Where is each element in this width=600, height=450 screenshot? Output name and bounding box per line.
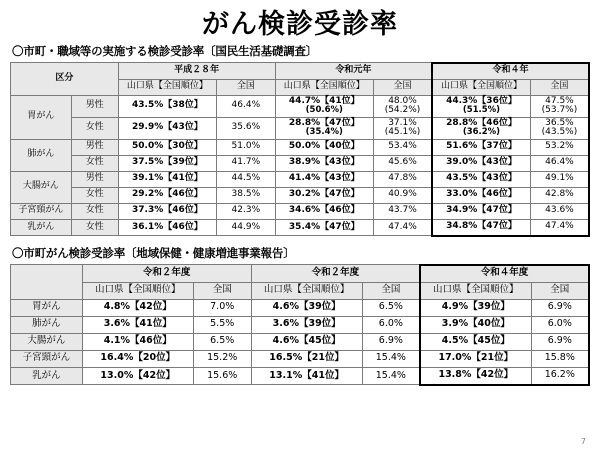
row-sex: 女性 — [71, 117, 118, 139]
cell-national-y2: 6.5% — [362, 299, 420, 316]
table-row — [11, 316, 590, 333]
row-cancer-cervical: 子宮頸がん — [11, 203, 72, 219]
cell-pref-y1: 50.0%【30位】 — [118, 139, 216, 155]
subheader-pref-2: 山口県【全国順位】 — [275, 79, 373, 95]
cell-pref-y3: 39.0%【43位】 — [432, 155, 530, 171]
cell-pref-y3: 43.5%【43位】 — [432, 171, 530, 187]
cell-pref-y2: 34.6%【46位】 — [275, 203, 373, 219]
cell-pref-y1: 37.3%【46位】 — [118, 203, 216, 219]
table-row — [11, 333, 590, 350]
cell-pref-y1: 39.1%【41位】 — [118, 171, 216, 187]
header-category: 区分 — [11, 63, 119, 96]
cell-national-y2 — [373, 117, 432, 139]
row-cancer-lung: 肺がん — [11, 316, 83, 333]
row-sex: 男性 — [71, 139, 118, 155]
subheader-pref-3: 山口県【全国順位】 — [432, 79, 530, 95]
cell-pref-y3: 4.5%【45位】 — [420, 333, 531, 350]
table-row — [11, 350, 590, 367]
row-sex: 女性 — [71, 187, 118, 203]
header-year-2: 令和元年 — [275, 63, 432, 80]
cell-pref-y3: 4.9%【39位】 — [420, 299, 531, 316]
cell-national-y1: 41.7% — [217, 155, 276, 171]
row-cancer-cervical: 子宮頸がん — [11, 350, 83, 367]
table-row — [11, 299, 590, 316]
cell-pref-y2: 30.2%【47位】 — [275, 187, 373, 203]
cell-national-y3: 49.1% — [530, 171, 589, 187]
subheader-pref-2: 山口県【全国順位】 — [251, 282, 362, 299]
cell-pref-y2: 50.0%【40位】 — [275, 139, 373, 155]
subheader-national-1: 全国 — [193, 282, 251, 299]
header-year-3: 令和４年 — [432, 63, 589, 80]
cell-national-y2-main: 48.0% — [388, 95, 417, 106]
cell-pref-y1: 13.0%【42位】 — [82, 367, 193, 385]
header-year-3: 令和４年度 — [420, 265, 589, 283]
cell-national-y1: 7.0% — [193, 299, 251, 316]
cell-pref-y3-main: 44.3%【36位】 — [446, 96, 517, 106]
section1-heading: 〇市町・職域等の実施する検診受診率〔国民生活基礎調査〕 — [12, 43, 318, 58]
section2-heading: 〇市町がん検診受診率〔地域保健・健康増進事業報告〕 — [12, 245, 295, 260]
cell-national-y3-sub: (43.5%) — [541, 127, 578, 138]
cell-national-y2: 15.4% — [362, 350, 420, 367]
cell-national-y3: 43.6% — [530, 203, 589, 219]
cell-pref-y3: 51.6%【37位】 — [432, 139, 530, 155]
cell-pref-y3 — [432, 95, 530, 117]
cell-pref-y1: 29.2%【46位】 — [118, 187, 216, 203]
cell-pref-y3: 33.0%【46位】 — [432, 187, 530, 203]
cell-national-y3-main: 47.5% — [545, 95, 574, 106]
cell-pref-y2 — [275, 95, 373, 117]
cell-pref-y3: 3.9%【40位】 — [420, 316, 531, 333]
cell-pref-y2: 35.4%【47位】 — [275, 219, 373, 236]
cell-pref-y3-sub: (51.5%) — [462, 105, 501, 116]
table-row — [11, 155, 590, 171]
cell-national-y3: 46.4% — [530, 155, 589, 171]
subheader-national-2: 全国 — [373, 79, 432, 95]
cell-national-y2: 6.9% — [362, 333, 420, 350]
cell-national-y3 — [530, 95, 589, 117]
cell-national-y2: 15.4% — [362, 367, 420, 385]
cell-national-y1: 51.0% — [217, 139, 276, 155]
header-year-1: 令和２年度 — [82, 265, 251, 283]
cell-national-y3: 15.8% — [531, 350, 589, 367]
row-sex: 男性 — [71, 171, 118, 187]
cell-pref-y2-main: 44.7%【41位】 — [288, 96, 360, 106]
screening-rate-table-national-survey — [10, 62, 590, 237]
cell-national-y3: 16.2% — [531, 367, 589, 385]
cell-national-y1: 35.6% — [217, 117, 276, 139]
row-sex: 男性 — [71, 95, 118, 117]
cell-national-y2-sub: (45.1%) — [384, 127, 421, 138]
cell-pref-y2: 4.6%【45位】 — [251, 333, 362, 350]
cell-national-y1: 44.9% — [217, 219, 276, 236]
page-title: がん検診受診率 — [202, 9, 398, 40]
cell-national-y2: 47.4% — [373, 219, 432, 236]
cell-pref-y2: 3.6%【39位】 — [251, 316, 362, 333]
table-row — [11, 367, 590, 385]
cell-pref-y2: 13.1%【41位】 — [251, 367, 362, 385]
cell-pref-y3-main: 28.8%【46位】 — [446, 118, 517, 128]
table-row — [11, 139, 590, 155]
cell-national-y1: 44.5% — [217, 171, 276, 187]
row-sex: 女性 — [71, 219, 118, 236]
row-cancer-lung: 肺がん — [11, 139, 72, 171]
header-year-1: 平成２８年 — [118, 63, 275, 80]
cell-pref-y3-sub: (36.2%) — [462, 127, 501, 138]
cell-pref-y1: 4.1%【46位】 — [82, 333, 193, 350]
cell-pref-y2-sub: (50.6%) — [305, 105, 343, 116]
cell-national-y2-main: 37.1% — [388, 117, 417, 128]
row-cancer-breast: 乳がん — [11, 367, 83, 385]
cell-national-y1: 46.4% — [217, 95, 276, 117]
table-subheader-row — [11, 282, 590, 299]
page-number: 7 — [580, 437, 586, 446]
cell-pref-y1: 3.6%【41位】 — [82, 316, 193, 333]
subheader-national-3: 全国 — [531, 282, 589, 299]
table-row — [11, 203, 590, 219]
header-blank — [11, 265, 83, 300]
cell-pref-y3: 17.0%【21位】 — [420, 350, 531, 367]
table-row — [11, 219, 590, 236]
cell-national-y3: 6.9% — [531, 333, 589, 350]
cell-national-y2: 47.8% — [373, 171, 432, 187]
row-sex: 女性 — [71, 203, 118, 219]
row-cancer-breast: 乳がん — [11, 219, 72, 236]
cell-national-y2: 43.7% — [373, 203, 432, 219]
cell-national-y1: 5.5% — [193, 316, 251, 333]
header-year-2: 令和２年度 — [251, 265, 420, 283]
row-cancer-colorectal: 大腸がん — [11, 333, 83, 350]
subheader-national-1: 全国 — [217, 79, 276, 95]
cell-pref-y2: 4.6%【39位】 — [251, 299, 362, 316]
cell-national-y3: 6.9% — [531, 299, 589, 316]
subheader-pref-3: 山口県【全国順位】 — [420, 282, 531, 299]
cell-pref-y2-main: 28.8%【47位】 — [288, 118, 360, 128]
cell-national-y3: 47.4% — [530, 219, 589, 236]
cell-pref-y2-sub: (35.4%) — [305, 127, 343, 138]
cell-pref-y3 — [432, 117, 530, 139]
row-cancer-stomach: 胃がん — [11, 95, 72, 139]
row-cancer-colorectal: 大腸がん — [11, 171, 72, 203]
cell-national-y3 — [530, 117, 589, 139]
cell-national-y3: 53.2% — [530, 139, 589, 155]
cell-national-y1: 15.6% — [193, 367, 251, 385]
table-row — [11, 187, 590, 203]
cell-pref-y3: 34.9%【47位】 — [432, 203, 530, 219]
table-row — [11, 95, 590, 117]
subheader-national-3: 全国 — [530, 79, 589, 95]
cell-pref-y2 — [275, 117, 373, 139]
cell-pref-y1: 16.4%【20位】 — [82, 350, 193, 367]
cell-national-y1: 42.3% — [217, 203, 276, 219]
cell-national-y2: 40.9% — [373, 187, 432, 203]
subheader-pref-1: 山口県【全国順位】 — [118, 79, 216, 95]
table-row — [11, 117, 590, 139]
cell-pref-y2: 41.4%【43位】 — [275, 171, 373, 187]
cell-national-y1: 6.5% — [193, 333, 251, 350]
cell-pref-y1: 43.5%【38位】 — [118, 95, 216, 117]
cell-national-y2: 53.4% — [373, 139, 432, 155]
cell-pref-y2: 16.5%【21位】 — [251, 350, 362, 367]
cell-national-y2: 6.0% — [362, 316, 420, 333]
cell-national-y2 — [373, 95, 432, 117]
cell-pref-y1: 29.9%【43位】 — [118, 117, 216, 139]
cell-pref-y3: 13.8%【42位】 — [420, 367, 531, 385]
cell-pref-y1: 37.5%【39位】 — [118, 155, 216, 171]
cell-national-y2-sub: (54.2%) — [384, 105, 421, 116]
row-cancer-stomach: 胃がん — [11, 299, 83, 316]
cell-national-y1: 15.2% — [193, 350, 251, 367]
subheader-pref-1: 山口県【全国順位】 — [82, 282, 193, 299]
subheader-national-2: 全国 — [362, 282, 420, 299]
cell-national-y3-main: 36.5% — [545, 117, 574, 128]
screening-rate-table-municipal — [10, 264, 590, 386]
table-row — [11, 171, 590, 187]
cell-pref-y1: 4.8%【42位】 — [82, 299, 193, 316]
cell-national-y2: 45.6% — [373, 155, 432, 171]
row-sex: 女性 — [71, 155, 118, 171]
cell-national-y3-sub: (53.7%) — [541, 105, 578, 116]
cell-pref-y3: 34.8%【47位】 — [432, 219, 530, 236]
cell-pref-y1: 36.1%【46位】 — [118, 219, 216, 236]
table-header-row — [11, 265, 590, 283]
cell-national-y1: 38.5% — [217, 187, 276, 203]
cell-national-y3: 42.8% — [530, 187, 589, 203]
cell-pref-y2: 38.9%【43位】 — [275, 155, 373, 171]
table-header-row — [11, 63, 590, 80]
cell-national-y3: 6.0% — [531, 316, 589, 333]
